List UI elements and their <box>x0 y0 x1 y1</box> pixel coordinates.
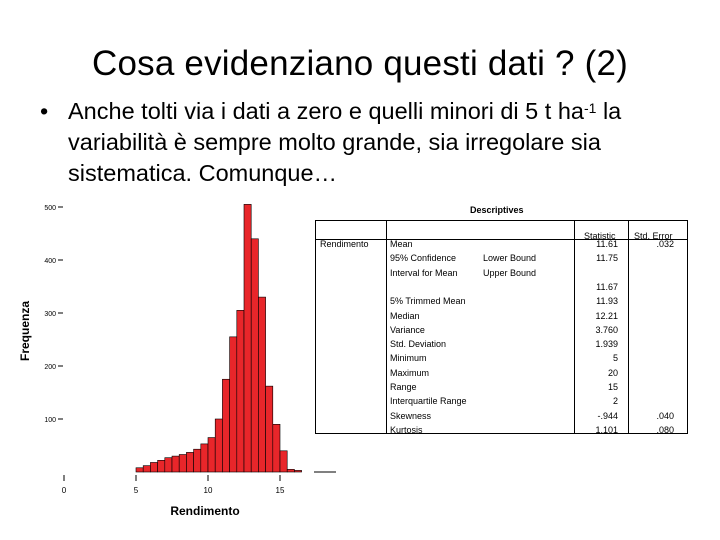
histogram-bar <box>294 470 301 472</box>
row-statistic: 5 <box>612 353 618 364</box>
histogram-bar <box>186 452 193 472</box>
y-tick-label: 300 <box>44 311 56 318</box>
table-divider <box>316 239 687 240</box>
histogram-bar <box>194 449 201 472</box>
histogram-bar <box>179 455 186 472</box>
row-statistic: 15 <box>607 382 618 392</box>
row-statistic: 20 <box>607 367 618 378</box>
row-std-error: .032 <box>656 239 674 249</box>
row-statistic: 1.939 <box>595 339 618 350</box>
bullet-text <box>68 96 690 189</box>
histogram-bar <box>208 438 215 472</box>
histogram-bar <box>150 462 157 472</box>
variable-label: Rendimento <box>320 239 369 249</box>
histogram-chart <box>0 195 340 525</box>
row-statistic: 12.21 <box>595 310 618 321</box>
histogram-bar <box>280 451 287 472</box>
x-tick-label: 5 <box>133 486 139 495</box>
row-sublabel: Lower Bound <box>483 253 537 264</box>
histogram-bar <box>244 204 251 472</box>
histogram-bar <box>215 419 222 472</box>
y-tick-label: 400 <box>44 258 56 265</box>
histogram-bar <box>143 466 150 472</box>
bullet-text-part2: la variabilità è sempre molto grande, sia irregolare sia sistematica. Comunque… <box>68 98 622 186</box>
histogram-bar <box>258 297 265 472</box>
header-std-error: Std. Error <box>634 231 673 241</box>
row-std-error: .080 <box>656 424 674 435</box>
x-tick-label: 0 <box>61 486 67 495</box>
descriptives-table <box>315 220 688 434</box>
row-label: Kurtosis <box>390 424 423 435</box>
row-statistic: 11.75 <box>596 253 618 264</box>
bullet-symbol: • <box>40 98 49 124</box>
histogram-bar <box>230 337 237 472</box>
slide-title: Cosa evidenziano questi dati ? (2) <box>91 44 628 83</box>
row-statistic: 3.760 <box>595 324 618 335</box>
y-tick-label: 100 <box>44 417 56 424</box>
x-tick-label: 10 <box>203 486 213 495</box>
row-label: Interquartile Range <box>390 396 467 407</box>
row-label: Range <box>390 382 417 392</box>
y-tick-label: 500 <box>44 205 56 212</box>
row-std-error: .040 <box>656 410 674 421</box>
histogram-bar <box>136 468 143 472</box>
row-statistic: 11.67 <box>596 281 618 292</box>
row-label: Mean <box>390 239 413 249</box>
bullet-text-part1: Anche tolti via i dati a zero e quelli minori di 5 t ha <box>68 98 584 124</box>
x-axis-label: Rendimento <box>170 504 240 518</box>
histogram-bar <box>222 379 229 472</box>
histogram-bar <box>273 424 280 472</box>
row-label: 5% Trimmed Mean <box>390 296 466 307</box>
bullet-superscript: -1 <box>583 100 597 116</box>
histogram-bar <box>251 239 258 472</box>
y-axis-label: Frequenza <box>18 300 32 362</box>
histogram-bar <box>201 444 208 472</box>
histogram-bar <box>266 386 273 472</box>
table-divider <box>574 221 575 433</box>
histogram-bar <box>237 310 244 472</box>
row-label: Skewness <box>390 410 432 421</box>
histogram-bar <box>172 456 179 472</box>
table-divider <box>628 221 629 433</box>
row-statistic: -.944 <box>597 410 618 421</box>
histogram-bar <box>165 458 172 472</box>
row-statistic: 11.93 <box>596 296 618 307</box>
header-statistic: Statistic <box>584 231 616 241</box>
row-label: Minimum <box>390 353 427 364</box>
row-statistic: 2 <box>612 396 618 407</box>
table-title: Descriptives <box>470 205 524 215</box>
histogram-bar <box>287 469 294 472</box>
bullet-item <box>40 96 690 189</box>
row-statistic: 11.61 <box>596 239 618 249</box>
row-label: Std. Deviation <box>390 339 447 350</box>
histogram-bar <box>158 460 165 472</box>
row-label: Interval for Mean <box>390 267 458 278</box>
table-divider <box>386 221 387 433</box>
row-statistic: 1.101 <box>595 424 618 435</box>
row-label: Variance <box>390 324 425 335</box>
x-tick-label: 15 <box>275 486 285 495</box>
y-tick-label: 200 <box>44 364 56 371</box>
row-sublabel: Upper Bound <box>483 267 537 278</box>
row-label: Maximum <box>390 367 430 378</box>
row-label: Median <box>390 310 420 321</box>
row-label: 95% Confidence <box>390 253 457 264</box>
